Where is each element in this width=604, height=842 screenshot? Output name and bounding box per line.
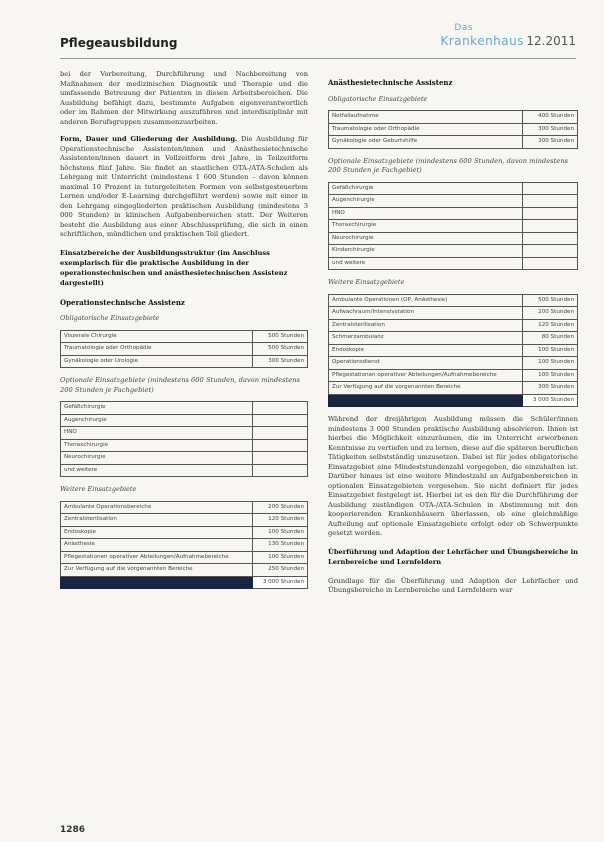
form-body: Die Ausbildung für Operationstechnische Assistenten/innen und Anästhesietechnische Assistenten/innen dauert in Vollzeitform drei Jahre, in Teilzeitform höchstens fünf Jahre. Sie findet an staatlichen OTA-/ATA-Schulen als Lehrgang mit Unterricht (mindestens 1 600 Stunden – davon können maximal 10 Prozent in tutorgeleiteten Formen von selbstgesteuertem Lernen und/oder E-Learning durchgeführt werden) sowie mit einer in den Lehrgang eingegliederten praktischen Ausbildung (mindestens 3 000 Stunden) in klinischen Aufgabenbereichen statt. Der Weiteren besteht die Ausbildung aus einer Abschlussprüfung, die sich in einen schriftlichen, mündlichen und praktischen Teil gliedert.: [60, 135, 308, 238]
table-row: [61, 501, 308, 514]
table-row: [329, 232, 578, 245]
table-row: [329, 207, 578, 220]
ota-heading: Operationstechnische Assistenz: [60, 297, 185, 307]
magazine-logo-small: Das: [454, 23, 474, 33]
ata-weitere-table: [328, 294, 578, 408]
row-hours: [253, 414, 308, 427]
row-hours: 500 Stunden: [253, 330, 308, 343]
total-row: [329, 394, 578, 407]
table-row: [61, 452, 308, 465]
row-label: Notfallaufnahme: [329, 111, 523, 124]
table-row: [61, 427, 308, 440]
row-hours: 100 Stunden: [523, 369, 578, 382]
ata-pflicht-heading: Obligatorische Einsatzgebiete: [328, 94, 428, 103]
row-hours: [523, 207, 578, 220]
intro-paragraph: bei der Vorbereitung, Durchführung und Nachbereitung von Maßnahmen der medizinischen Diagnostik und Therapie und die umfassende Betreuung der Patienten in diesen Arbeitsbereichen. Die Ausbildung befähigt dazu, bestimmte Aufgaben eigenverantwortlich oder im Rahmen der Mitwirkung auszuführen und interdisziplinär mit anderen Berufsgruppen zusammenzuarbeiten.: [60, 70, 308, 126]
row-label: und weitere: [329, 257, 523, 270]
total-bar: [61, 576, 253, 589]
row-hours: 300 Stunden: [253, 355, 308, 368]
ata-optional-note: Optionale Einsatzgebiete (mindestens 600 Stunden, davon mindestens 200 Stunden je Fachgebiet): [328, 156, 568, 174]
ota-weitere-table: [60, 501, 308, 590]
row-label: Endoskopie: [329, 344, 523, 357]
row-label: Viszerale Chirurgie: [61, 330, 253, 343]
row-hours: 100 Stunden: [253, 526, 308, 539]
table-row: [61, 402, 308, 415]
row-label: Augenchirurgie: [329, 195, 523, 208]
table-row: [329, 136, 578, 149]
row-label: Zentralsterilisation: [61, 514, 253, 527]
row-label: Endoskopie: [61, 526, 253, 539]
row-label: HNO: [329, 207, 523, 220]
row-label: Anästhesie: [61, 539, 253, 552]
row-hours: 130 Stunden: [253, 539, 308, 552]
magazine-logo: [440, 23, 524, 48]
row-hours: 400 Stunden: [523, 111, 578, 124]
row-label: Zur Verfügung auf die vorgenannten Bereiche: [61, 564, 253, 577]
row-hours: 120 Stunden: [523, 319, 578, 332]
ota-pflicht-heading: Obligatorische Einsatzgebiete: [60, 314, 160, 322]
row-hours: [523, 195, 578, 208]
right-column: [328, 70, 578, 604]
table-row: [329, 357, 578, 370]
row-hours: [253, 402, 308, 415]
row-label: Gefäßchirurgie: [61, 402, 253, 415]
table-row: [61, 355, 308, 368]
table-row: [329, 220, 578, 233]
row-hours: 300 Stunden: [523, 123, 578, 136]
row-hours: [523, 232, 578, 245]
row-label: Operationsdienst: [329, 357, 523, 370]
lernfeld-heading: Überführung und Adaption der Lehrfächer und Übungsbereiche in Lernbereiche und Lernfeldern: [328, 547, 578, 566]
table-row: [61, 464, 308, 477]
table-row: [329, 123, 578, 136]
row-hours: 100 Stunden: [523, 344, 578, 357]
total-bar: [329, 394, 523, 407]
row-hours: 80 Stunden: [523, 332, 578, 345]
issue-date: 12.2011: [526, 34, 576, 48]
row-label: Gynäkologie oder Urologie: [61, 355, 253, 368]
row-hours: [253, 427, 308, 440]
table-row: [61, 414, 308, 427]
table-row: [61, 539, 308, 552]
ata-optional-table: [328, 182, 578, 271]
table-row: [61, 439, 308, 452]
table-row: [329, 257, 578, 270]
row-label: Neurochirurgie: [61, 452, 253, 465]
lernfeld-paragraph: Grundlage für die Überführung und Adaption der Lehrfächer und Übungsbereiche in Lernbereiche und Lernfeldern war: [328, 576, 578, 594]
row-label: Traumatologie oder Orthopädie: [61, 343, 253, 356]
row-hours: [253, 452, 308, 465]
table-row: [329, 182, 578, 195]
structure-heading: Einsatzbereiche der Ausbildungsstruktur (im Anschluss exemplarisch für die praktische Ausbildung in der operationstechnischen und anästhesietechnischen Assistenz dargestellt): [60, 248, 288, 287]
table-row: [329, 319, 578, 332]
left-column: [60, 70, 308, 597]
row-label: Thoraxchirurgie: [61, 439, 253, 452]
section-title: Pflegeausbildung: [60, 36, 178, 50]
page-header: [60, 23, 576, 59]
table-row: [329, 245, 578, 258]
page-number: 1286: [60, 825, 86, 835]
row-hours: 100 Stunden: [253, 551, 308, 564]
row-hours: 500 Stunden: [253, 343, 308, 356]
ota-optional-table: [60, 401, 308, 477]
row-label: Augenchirurgie: [61, 414, 253, 427]
row-label: Ambulante Operationsbereiche: [61, 501, 253, 514]
row-label: Traumatologie oder Orthopädie: [329, 123, 523, 136]
row-hours: [523, 257, 578, 270]
row-hours: 300 Stunden: [523, 136, 578, 149]
table-row: [329, 382, 578, 395]
row-label: Zentralsterilisation: [329, 319, 523, 332]
row-label: Neurochirurgie: [329, 232, 523, 245]
row-label: Thoraxchirurgie: [329, 220, 523, 233]
row-hours: 300 Stunden: [523, 382, 578, 395]
row-hours: 200 Stunden: [523, 307, 578, 320]
row-hours: 250 Stunden: [253, 564, 308, 577]
row-hours: 200 Stunden: [253, 501, 308, 514]
row-hours: [253, 464, 308, 477]
row-label: Pflegestationen operativer Abteilungen/Aufnahmebereiche: [61, 551, 253, 564]
magazine-logo-name: Krankenhaus: [440, 34, 524, 48]
row-label: Zur Verfügung auf die vorgenannten Bereiche: [329, 382, 523, 395]
table-row: [329, 294, 578, 307]
total-hours: 3 000 Stunden: [253, 576, 308, 589]
table-row: [329, 332, 578, 345]
form-paragraph: [60, 135, 308, 240]
row-hours: [523, 182, 578, 195]
ota-weitere-heading: Weitere Einsatzgebiete: [60, 485, 137, 493]
table-row: [61, 564, 308, 577]
row-hours: [523, 245, 578, 258]
table-row: [329, 369, 578, 382]
ota-optional-note: Optionale Einsatzgebiete (mindestens 600 Stunden, davon mindestens 200 Stunden je Fachgebiet): [60, 376, 300, 394]
after-paragraph: Während der dreijährigen Ausbildung müssen die Schüler/innen mindestens 3 000 Stunden praktische Ausbildung absolvieren. Ihnen ist hierbei die Möglichkeit einzuräumen, die im Unterricht erworbenen Kenntnisse zu vertiefen und zu lernen, diese auf die späteren beruflichen Tätigkeiten selbstständig umzusetzen. Dabei ist für jedes obligatorische Einsatzgebiet eine Mindeststundenzahl vorgegeben, die einzuhalten ist. Darüber hinaus ist eine weitere Mindestzahl an Aufgabenbereichen in optionalen Einsatzgebieten vorgesehen. Sie nicht definiert für jedes Einsatzgebiet festgelegt ist. Hierbei ist es den für die Durchführung der Ausbildung zuständigen OTA-/ATA-Schulen in Abstimmung mit den kooperierenden Krankenhäusern überlassen, ob eine gleichmäßige Aufteilung auf optionale Einsatzgebiete erfolgt oder ob Schwerpunkte gesetzt werden.: [328, 415, 578, 537]
table-row: [61, 514, 308, 527]
form-lead: Form, Dauer und Gliederung der Ausbildung.: [60, 135, 238, 143]
table-row: [61, 330, 308, 343]
row-hours: [253, 439, 308, 452]
row-label: Gynäkologie oder Geburtshilfe: [329, 136, 523, 149]
row-hours: 100 Stunden: [523, 357, 578, 370]
table-row: [61, 526, 308, 539]
row-hours: 120 Stunden: [253, 514, 308, 527]
table-row: [61, 551, 308, 564]
row-label: HNO: [61, 427, 253, 440]
row-label: Kinderchirurgie: [329, 245, 523, 258]
row-hours: 500 Stunden: [523, 294, 578, 307]
row-label: Aufwachraum/Intensivstation: [329, 307, 523, 320]
row-label: und weitere: [61, 464, 253, 477]
row-hours: [523, 220, 578, 233]
total-row: [61, 576, 308, 589]
table-row: [61, 343, 308, 356]
row-label: Ambulante Operationen (OP, Anästhesie): [329, 294, 523, 307]
row-label: Pflegestationen operativer Abteilungen/Aufnahmebereiche: [329, 369, 523, 382]
ata-weitere-heading: Weitere Einsatzgebiete: [328, 278, 405, 286]
table-row: [329, 195, 578, 208]
table-row: [329, 344, 578, 357]
table-row: [329, 307, 578, 320]
ata-heading: Anästhesietechnische Assistenz: [328, 78, 453, 87]
ata-pflicht-table: [328, 110, 578, 149]
ota-pflicht-table: [60, 330, 308, 369]
total-hours: 3 000 Stunden: [523, 394, 578, 407]
row-label: Schmerzambulanz: [329, 332, 523, 345]
table-row: [329, 111, 578, 124]
row-label: Gefäßchirurgie: [329, 182, 523, 195]
